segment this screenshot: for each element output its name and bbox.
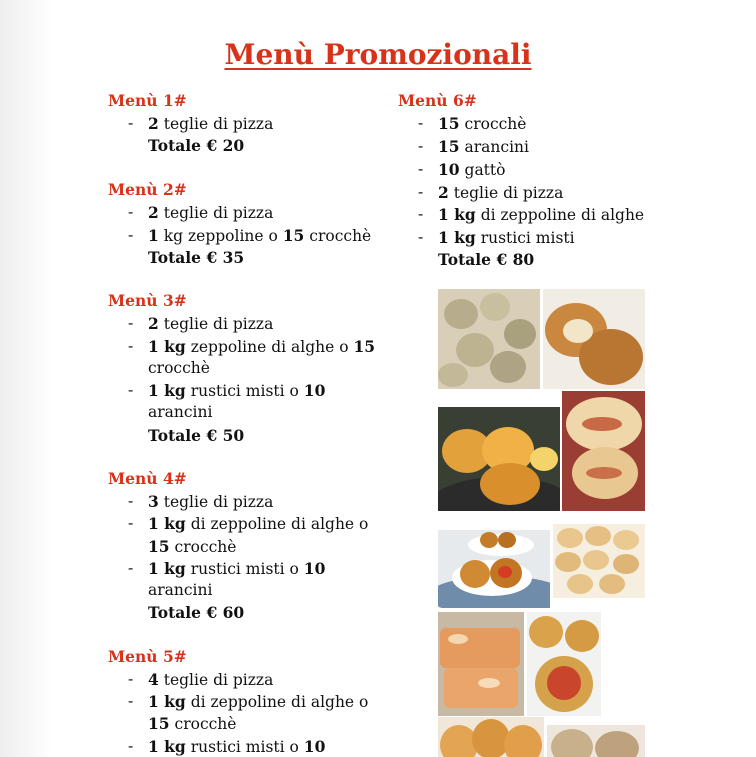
menu-4-item-3-cont: arancini	[148, 581, 213, 599]
menu-4-item-2: - 1 kg di zeppoline di alghe o	[128, 514, 369, 533]
menu-1-heading: Menù 1#	[108, 91, 187, 110]
menu-5-item-2-cont: 15 crocchè	[148, 714, 237, 733]
menu-5-heading: Menù 5#	[108, 647, 187, 666]
menu-3-total: Totale € 50	[148, 426, 245, 445]
menu-3-item-3: - 1 kg rustici misti o 10	[128, 381, 326, 400]
arancini-plate-photo	[438, 530, 550, 608]
menu-6-item-3: - 10 gattò	[418, 160, 506, 179]
menu-4-item-2-cont: 15 crocchè	[148, 537, 237, 556]
menu-2-heading: Menù 2#	[108, 180, 187, 199]
bread-rolls-photo	[438, 717, 544, 757]
menu-6-item-5: - 1 kg di zeppoline di alghe	[418, 205, 645, 224]
menu-6-item-6: - 1 kg rustici misti	[418, 228, 575, 247]
menu-3-item-3-cont: arancini	[148, 403, 213, 421]
menu-3-item-2: - 1 kg zeppoline di alghe o 15	[128, 337, 376, 356]
menu-1-total: Totale € 20	[148, 136, 245, 155]
menu-4-heading: Menù 4#	[108, 469, 187, 488]
page-title: Menù Promozionali	[224, 38, 532, 71]
wurstel-rolls-photo	[553, 524, 645, 598]
zeppoline-photo	[438, 289, 540, 389]
menu-4-item-3: - 1 kg rustici misti o 10	[128, 559, 326, 578]
menu-6-item-4: - 2 teglie di pizza	[418, 183, 564, 202]
menu-3-heading: Menù 3#	[108, 291, 187, 310]
menu-6-total: Totale € 80	[438, 250, 535, 269]
menu-5-item-1: - 4 teglie di pizza	[128, 670, 274, 689]
menu-3-item-1: - 2 teglie di pizza	[128, 314, 274, 333]
menu-5-item-3: - 1 kg rustici misti o 10	[128, 737, 326, 756]
crocche-photo	[543, 289, 645, 389]
menu-1-item-1: - 2 teglie di pizza	[128, 114, 274, 133]
menu-6-item-2: - 15 arancini	[418, 137, 529, 156]
menu-2-item-2: - 1 kg zeppoline o 15 crocchè	[128, 226, 372, 245]
rustici-photo	[562, 391, 645, 511]
arancini-photo	[438, 407, 560, 511]
pizza-slice-photo	[438, 612, 524, 716]
menu-4-item-1: - 3 teglie di pizza	[128, 492, 274, 511]
menu-4-total: Totale € 60	[148, 603, 245, 622]
menu-3-item-2-cont: crocchè	[148, 359, 210, 377]
pizzette-photo	[527, 612, 601, 716]
page-left-shadow	[0, 0, 52, 757]
pastries-photo	[547, 725, 645, 757]
menu-2-total: Totale € 35	[148, 248, 245, 267]
menu-6-heading: Menù 6#	[398, 91, 477, 110]
menu-2-item-1: - 2 teglie di pizza	[128, 203, 274, 222]
menu-6-item-1: - 15 crocchè	[418, 114, 527, 133]
menu-5-item-2: - 1 kg di zeppoline di alghe o	[128, 692, 369, 711]
